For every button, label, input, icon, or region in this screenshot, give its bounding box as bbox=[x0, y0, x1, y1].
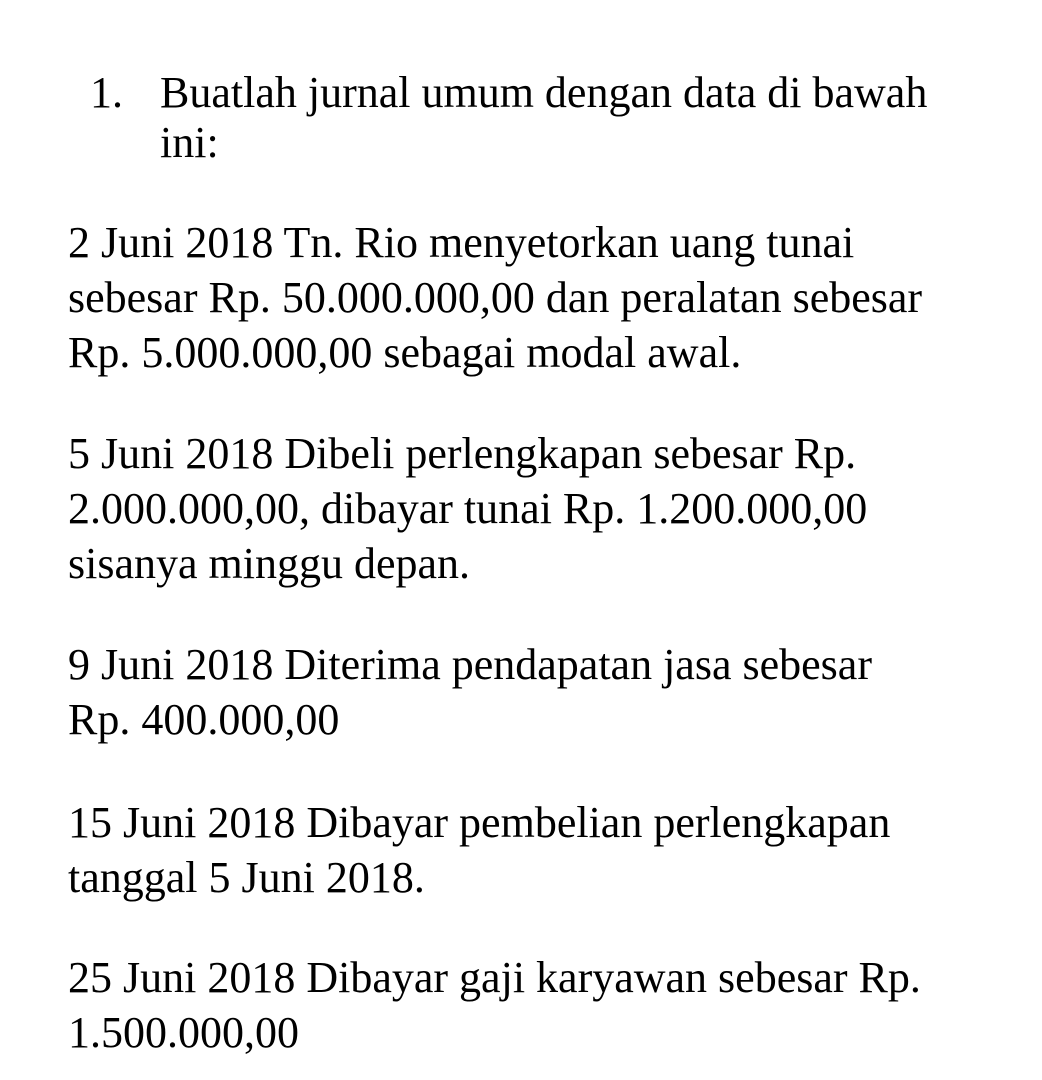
transaction-paragraph bbox=[68, 950, 998, 1060]
question-line: ini: bbox=[160, 118, 219, 167]
transaction-line: Rp. 5.000.000,00 sebagai modal awal. bbox=[68, 328, 742, 377]
transaction-paragraph bbox=[68, 637, 998, 747]
transaction-paragraph bbox=[68, 426, 998, 591]
question-text bbox=[160, 68, 1010, 168]
transaction-line: Rp. 400.000,00 bbox=[68, 695, 340, 744]
transaction-line: sisanya minggu depan. bbox=[68, 539, 471, 588]
transaction-line: tanggal 5 Juni 2018. bbox=[68, 853, 425, 902]
transaction-paragraph bbox=[68, 215, 998, 380]
transaction-line: 2.000.000,00, dibayar tunai Rp. 1.200.000,00 bbox=[68, 484, 868, 533]
transaction-line: 9 Juni 2018 Diterima pendapatan jasa sebesar bbox=[68, 640, 872, 689]
transaction-line: 1.500.000,00 bbox=[68, 1008, 299, 1057]
transaction-line: sebesar Rp. 50.000.000,00 dan peralatan sebesar bbox=[68, 273, 923, 322]
transaction-line: 15 Juni 2018 Dibayar pembelian perlengkapan bbox=[68, 798, 891, 847]
transaction-line: 25 Juni 2018 Dibayar gaji karyawan sebesar Rp. bbox=[68, 953, 921, 1002]
transaction-line: 2 Juni 2018 Tn. Rio menyetorkan uang tunai bbox=[68, 218, 855, 267]
question-number: 1. bbox=[90, 68, 123, 117]
question-line: Buatlah jurnal umum dengan data di bawah bbox=[160, 68, 928, 117]
transaction-paragraph bbox=[68, 795, 998, 905]
question-item bbox=[90, 68, 1010, 168]
transaction-line: 5 Juni 2018 Dibeli perlengkapan sebesar Rp. bbox=[68, 429, 857, 478]
